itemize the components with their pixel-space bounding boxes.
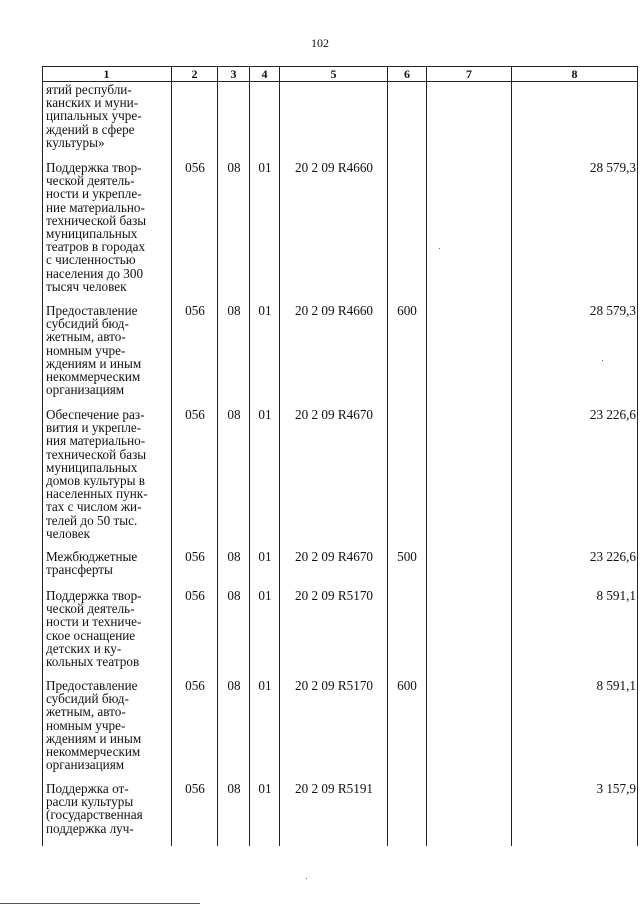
row-name: Поддержка твор- ческой деятель- ности и техниче- ское оснащение детских и ку- кольных театров [46, 588, 142, 670]
row-target-article: 20 2 09 R4660 [294, 303, 374, 318]
col-border [637, 66, 638, 846]
row-expense-type: 600 [397, 678, 417, 693]
row-target-article: 20 2 09 R4670 [294, 407, 374, 422]
header-col-4: 4 [261, 67, 268, 81]
header-col-3: 3 [230, 67, 237, 81]
row-code-section: 08 [227, 303, 241, 318]
row-code-subsection: 01 [258, 781, 272, 796]
row-code-admin: 056 [185, 160, 205, 175]
header-col-7: 7 [466, 67, 472, 81]
scan-speck [439, 248, 440, 249]
row-code-admin: 056 [185, 303, 205, 318]
row-code-section: 08 [227, 781, 241, 796]
col-border [42, 66, 43, 846]
header-col-1: 1 [103, 67, 110, 81]
row-code-admin: 056 [185, 407, 205, 422]
row-code-subsection: 01 [258, 588, 272, 603]
row-amount: 23 226,6 [589, 407, 636, 422]
row-amount: 28 579,3 [589, 160, 636, 175]
col-border [511, 66, 512, 846]
col-border [279, 66, 280, 846]
row-code-section: 08 [227, 549, 241, 564]
header-col-2: 2 [191, 67, 198, 81]
row-name: ятий республи- канских и муни- ципальных учре- ждений в сфере культуры» [46, 82, 142, 150]
row-code-admin: 056 [185, 678, 205, 693]
header-col-8: 8 [571, 67, 578, 81]
row-name: Предоставление субсидий бюд- жетным, авто- номным учре- ждениям и иным некоммерческим организациям [46, 678, 142, 773]
header-col-6: 6 [404, 67, 410, 81]
header-col-5: 5 [330, 67, 337, 81]
row-target-article: 20 2 09 R4660 [294, 160, 374, 175]
col-border [171, 66, 172, 846]
row-target-article: 20 2 09 R5170 [294, 588, 374, 603]
row-expense-type: 600 [397, 303, 417, 318]
col-border [387, 66, 388, 846]
row-name: Межбюджетные трансферты [46, 549, 138, 578]
row-amount: 8 591,1 [596, 588, 636, 603]
page-bottom-rule [0, 903, 200, 904]
row-name: Обеспечение раз- вития и укрепле- ния материально- технической базы муниципальных домов культуры в населенных пунк- тах с числом жи- телей до 50 тыс. человек [46, 407, 148, 541]
row-code-subsection: 01 [258, 407, 272, 422]
row-amount: 8 591,1 [596, 678, 636, 693]
col-border [249, 66, 250, 846]
page-number: 102 [311, 36, 329, 50]
row-code-section: 08 [227, 678, 241, 693]
row-code-subsection: 01 [258, 549, 272, 564]
row-code-admin: 056 [185, 781, 205, 796]
row-name: Поддержка твор- ческой деятель- ности и укрепле- ние материально- технической базы муниципальных театров в городах с численностью населения до 300 тысяч человек [46, 160, 147, 294]
row-target-article: 20 2 09 R4670 [294, 549, 374, 564]
col-border [426, 66, 427, 846]
row-code-admin: 056 [185, 549, 205, 564]
row-code-admin: 056 [185, 588, 205, 603]
row-expense-type: 500 [397, 549, 417, 564]
row-code-section: 08 [227, 588, 241, 603]
row-amount: 3 157,9 [596, 781, 636, 796]
scan-speck [306, 878, 307, 879]
budget-table [42, 66, 638, 846]
row-code-subsection: 01 [258, 160, 272, 175]
row-amount: 23 226,6 [589, 549, 636, 564]
row-code-section: 08 [227, 407, 241, 422]
scan-speck [602, 360, 603, 361]
row-code-subsection: 01 [258, 678, 272, 693]
row-code-subsection: 01 [258, 303, 272, 318]
row-name: Предоставление субсидий бюд- жетным, авто- номным учре- ждениям и иным некоммерческим организациям [46, 303, 142, 398]
row-target-article: 20 2 09 R5170 [294, 678, 374, 693]
col-border [217, 66, 218, 846]
row-name: Поддержка от- расли культуры (государственная поддержка луч- [46, 781, 143, 836]
row-code-section: 08 [227, 160, 241, 175]
row-amount: 28 579,3 [589, 303, 636, 318]
row-target-article: 20 2 09 R5191 [294, 781, 374, 796]
